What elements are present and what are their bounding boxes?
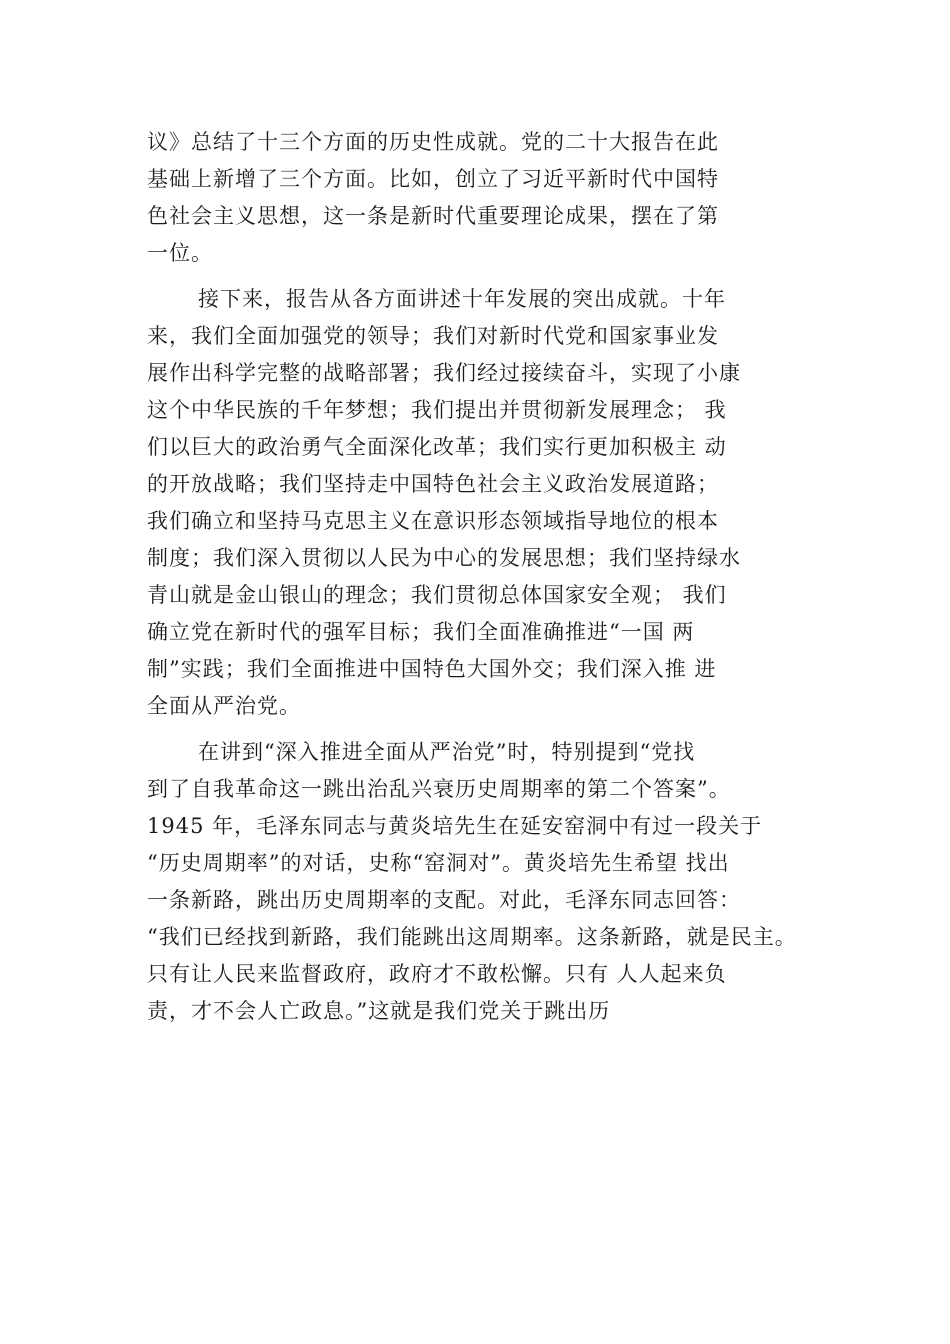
text-line: 色社会主义思想，这一条是新时代重要理论成果，摆在了第 [147, 204, 719, 228]
text-line: 基础上新增了三个方面。比如，创立了习近平新时代中国特 [147, 167, 719, 191]
text-line: 一位。 [147, 241, 213, 265]
text-line: 议》总结了十三个方面的历史性成就。党的二十大报告在此 [147, 130, 719, 154]
text-line: 一条新路，跳出历史周期率的支配。对此，毛泽东同志回答： [147, 888, 741, 912]
text-line: 只有让人民来监督政府，政府才不敢松懈。只有 人人起来负 [147, 962, 727, 986]
text-line: 这个中华民族的千年梦想；我们提出并贯彻新发展理念； 我 [147, 398, 727, 422]
text-line: 到了自我革命这一跳出治乱兴衰历史周期率的第二个答案”。 [147, 777, 731, 801]
text-line: 青山就是金山银山的理念；我们贯彻总体国家安全观； 我们 [147, 583, 727, 607]
text-line: 我们确立和坚持马克思主义在意识形态领域指导地位的根本 [147, 509, 719, 533]
text-line: 们以巨大的政治勇气全面深化改革；我们实行更加积极主 动 [147, 435, 727, 459]
text-line: 在讲到“深入推进全面从严治党”时，特别提到“党找 [198, 740, 696, 764]
text-line: “历史周期率”的对话，史称“窑洞对”。黄炎培先生希望 找出 [147, 851, 730, 875]
text-line: 的开放战略；我们坚持走中国特色社会主义政治发展道路； [147, 472, 719, 496]
text-line: 来，我们全面加强党的领导；我们对新时代党和国家事业发 [147, 324, 719, 348]
text-line: 制度；我们深入贯彻以人民为中心的发展思想；我们坚持绿水 [147, 546, 741, 570]
text-line: 展作出科学完整的战略部署；我们经过接续奋斗，实现了小康 [147, 361, 741, 385]
text-line: “我们已经找到新路，我们能跳出这周期率。这条新路，就是民主。 [147, 925, 797, 949]
text-line: 责，才不会人亡政息。”这就是我们党关于跳出历 [147, 999, 611, 1023]
text-line: 接下来，报告从各方面讲述十年发展的突出成就。十年 [198, 287, 726, 311]
text-line: 全面从严治党。 [147, 694, 301, 718]
text-line: 1945 年，毛泽东同志与黄炎培先生在延安窑洞中有过一段关于 [147, 814, 763, 838]
text-line: 制”实践；我们全面推进中国特色大国外交；我们深入推 进 [147, 657, 717, 681]
text-line: 确立党在新时代的强军目标；我们全面准确推进“一国 两 [147, 620, 695, 644]
